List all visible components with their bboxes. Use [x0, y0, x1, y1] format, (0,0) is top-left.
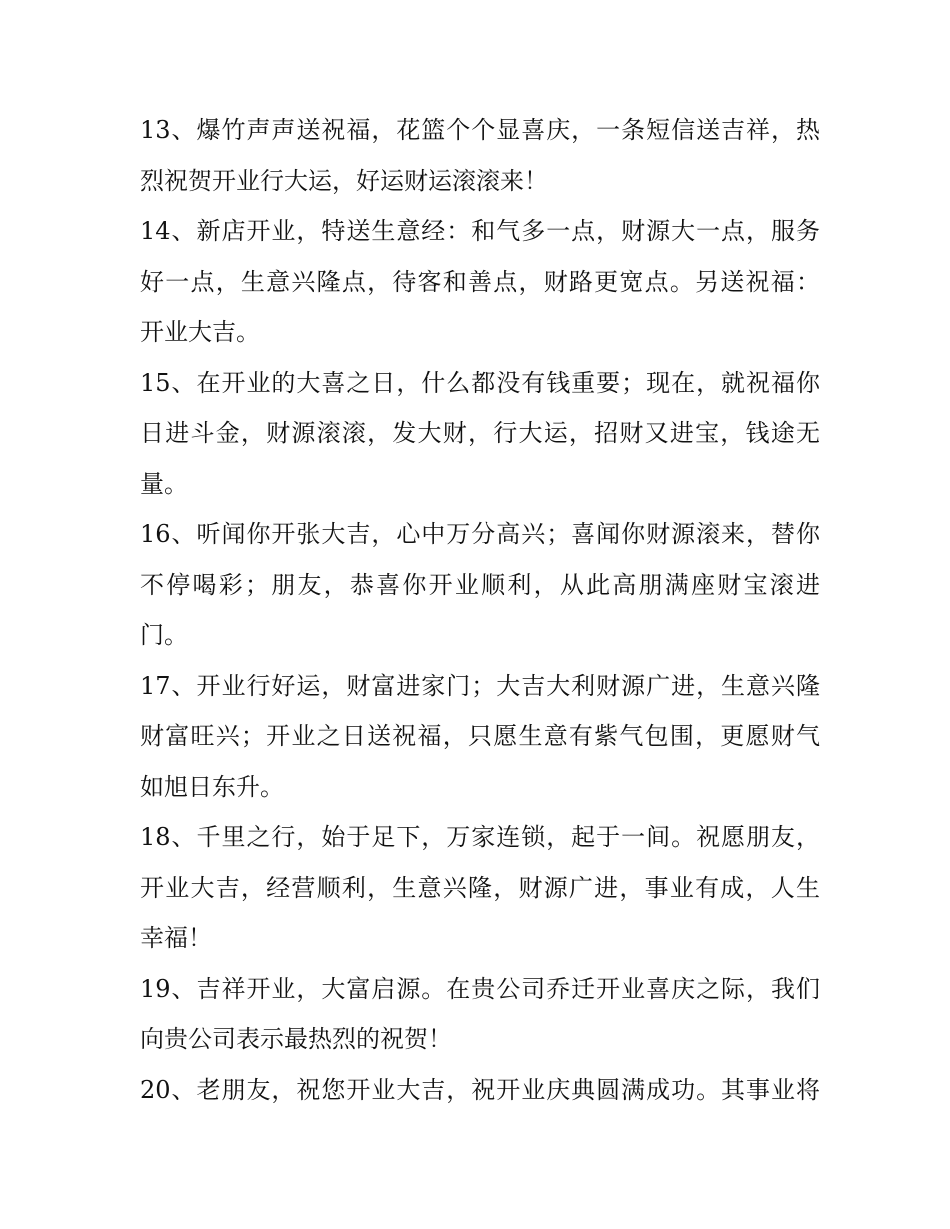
text-line: 20、老朋友，祝您开业大吉，祝开业庆典圆满成功。其事业将	[140, 1076, 820, 1104]
text-line: 16、听闻你开张大吉，心中万分高兴；喜闻你财源滚来，替你	[140, 520, 820, 548]
text-line: 18、千里之行，始于足下，万家连锁，起于一间。祝愿朋友，	[140, 823, 820, 851]
text-line: 幸福！	[140, 924, 212, 952]
text-line: 开业大吉。	[140, 318, 260, 346]
text-line: 日进斗金，财源滚滚，发大财，行大运，招财又进宝，钱途无	[140, 419, 820, 447]
text-line: 如旭日东升。	[140, 773, 284, 801]
text-line: 烈祝贺开业行大运，好运财运滚滚来！	[140, 167, 548, 195]
text-line: 开业大吉，经营顺利，生意兴隆，财源广进，事业有成，人生	[140, 874, 820, 902]
text-line: 13、爆竹声声送祝福，花篮个个显喜庆，一条短信送吉祥，热	[140, 116, 820, 144]
text-line: 19、吉祥开业，大富启源。在贵公司乔迁开业喜庆之际，我们	[140, 975, 820, 1003]
text-line: 量。	[140, 470, 188, 498]
text-line: 不停喝彩；朋友，恭喜你开业顺利，从此高朋满座财宝滚进	[140, 571, 820, 599]
text-line: 17、开业行好运，财富进家门；大吉大利财源广进，生意兴隆	[140, 672, 820, 700]
text-line: 15、在开业的大喜之日，什么都没有钱重要；现在，就祝福你	[140, 369, 820, 397]
text-line: 财富旺兴；开业之日送祝福，只愿生意有紫气包围，更愿财气	[140, 722, 820, 750]
text-line: 14、新店开业，特送生意经：和气多一点，财源大一点，服务	[140, 217, 820, 245]
text-line: 向贵公司表示最热烈的祝贺！	[140, 1025, 452, 1053]
text-line: 好一点，生意兴隆点，待客和善点，财路更宽点。另送祝福：	[140, 268, 820, 296]
text-line: 门。	[140, 621, 188, 649]
